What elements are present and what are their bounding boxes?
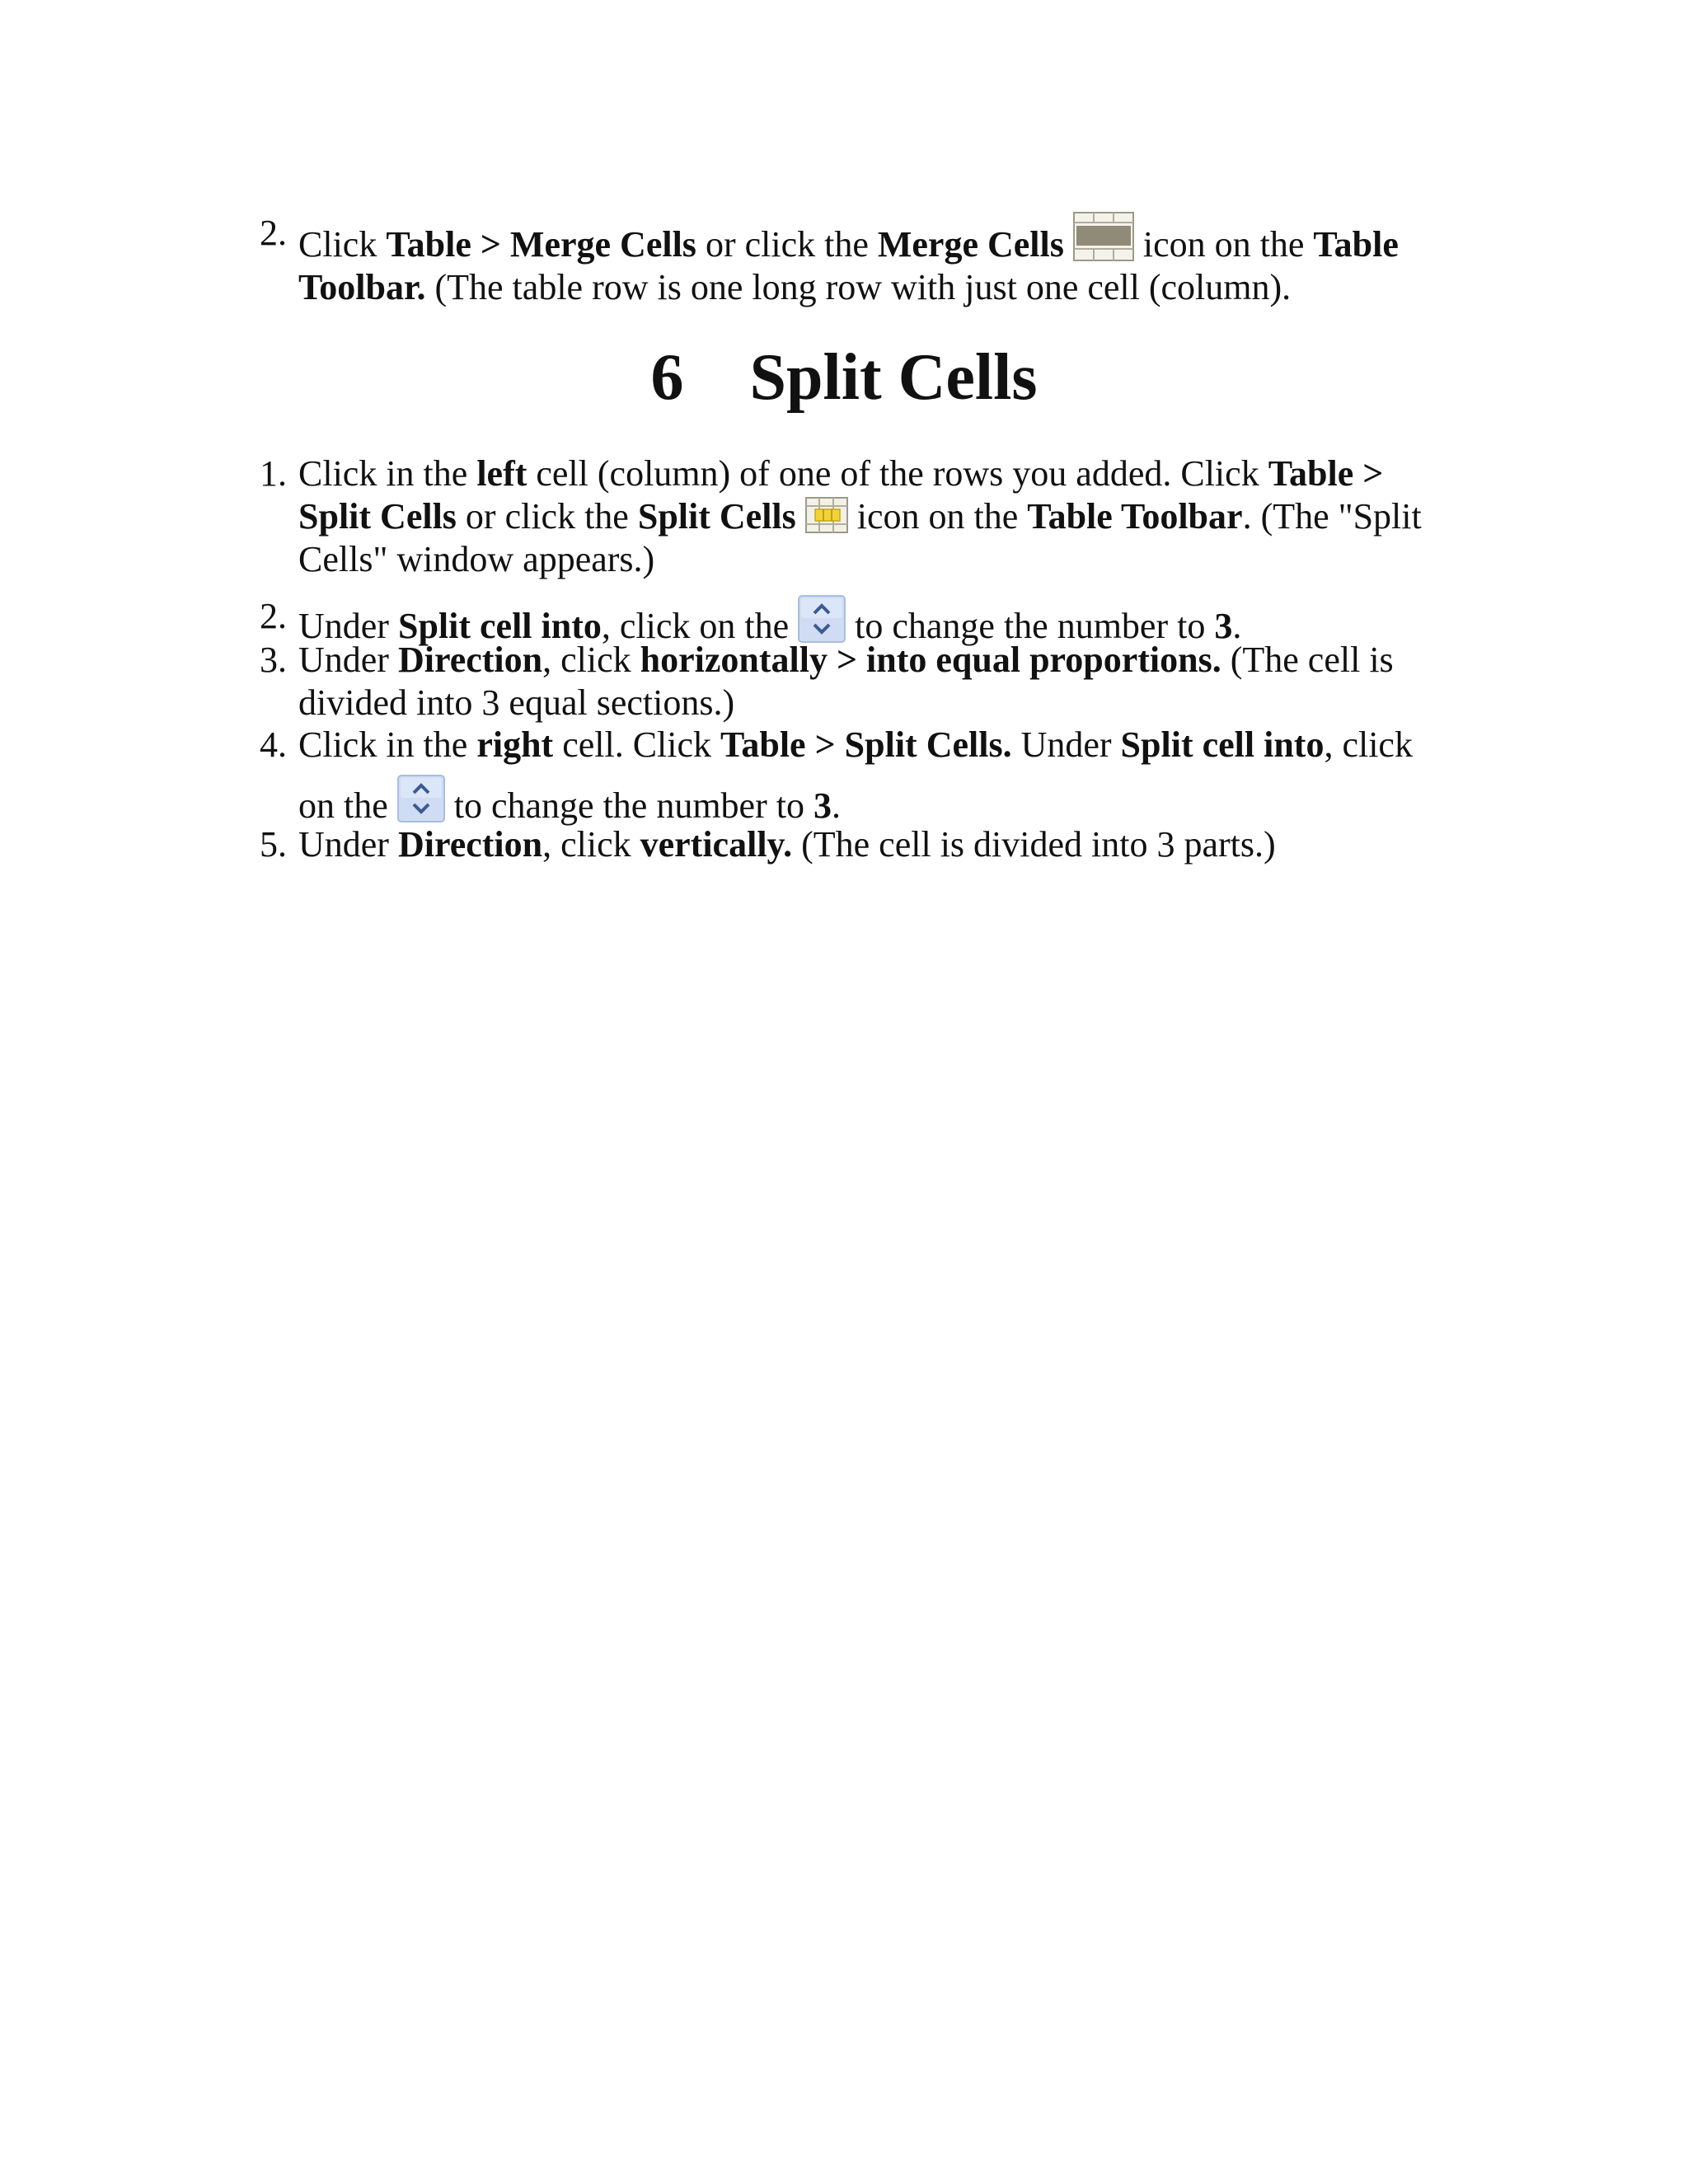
step-line: Click in the right cell. Click Table > Split Cells. Under Split cell into, click (298, 724, 1413, 765)
merge-cells-icon (1073, 212, 1134, 261)
step-number: 5. (260, 824, 287, 865)
split-cells-icon (805, 497, 848, 533)
step-line: Under Split cell into, click on the to change the number to 3. (298, 595, 1482, 648)
step-number: 4. (260, 724, 287, 765)
step-line: divided into 3 equal sections.) (298, 682, 735, 723)
split-step-1 (246, 452, 1482, 581)
step-line: Click Table > Merge Cells or click the Merge Cells icon on the Table (298, 212, 1482, 266)
section-heading (0, 336, 1688, 419)
merge-step (246, 212, 1482, 309)
step-number: 1. (260, 453, 287, 494)
step-number: 2. (260, 596, 287, 636)
step-line: on the to change the number to 3. (298, 775, 1482, 827)
step-line: Split Cells or click the Split Cells icon on the Table Toolbar. (The "Split (298, 496, 1422, 537)
step-line: Toolbar. (The table row is one long row with just one cell (column). (298, 267, 1292, 307)
step-line: Under Direction, click vertically. (The cell is divided into 3 parts.) (298, 824, 1276, 865)
step-line: Under Direction, click horizontally > into equal proportions. (The cell is (298, 640, 1394, 680)
split-step-5 (246, 823, 1482, 866)
step-number: 2. (260, 213, 287, 253)
spinner-arrows-icon (397, 775, 445, 823)
section-number: 6 (650, 341, 684, 414)
split-step-4 (246, 724, 1482, 827)
split-step-3 (246, 639, 1482, 724)
step-line: Cells" window appears.) (298, 539, 655, 579)
step-number: 3. (260, 640, 287, 680)
step-line: Click in the left cell (column) of one of the rows you added. Click Table > (298, 453, 1384, 494)
section-title: Split Cells (749, 341, 1038, 414)
spinner-arrows-icon (798, 595, 846, 643)
